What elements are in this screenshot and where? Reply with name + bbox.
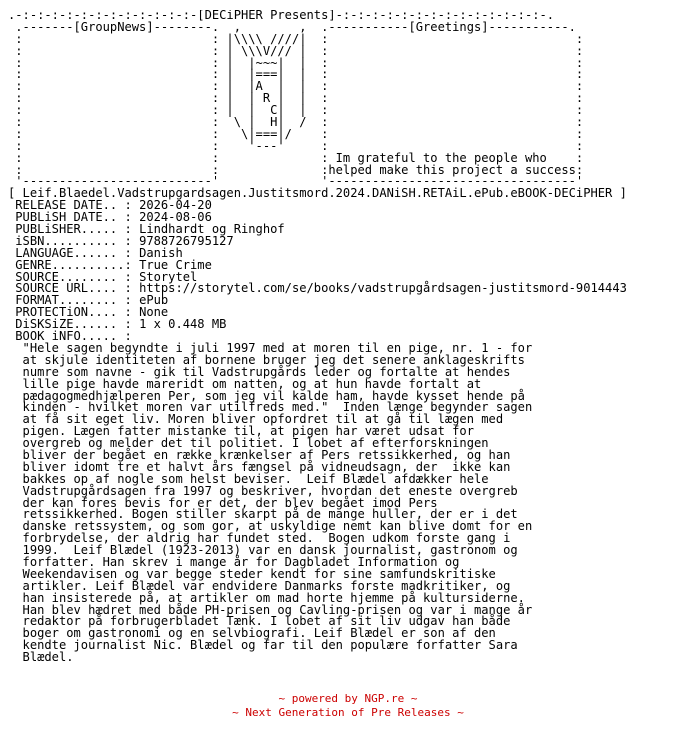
release-field-value: 9788726795127 — [139, 233, 234, 248]
book-info-line: bakkes op af nogle som helst beviser. Leif Blædel afdækker hele — [8, 471, 489, 486]
release-field-value: 2026-04-20 — [139, 198, 212, 213]
spacer-line — [8, 676, 692, 688]
book-info-line: 1999. Leif Blædel (1923-2013) var en dansk journalist, gastronom og — [8, 543, 518, 558]
book-info-line: danske retssystem, og som gor, at uskyldige nemt kan blive domt for en — [8, 519, 533, 534]
ascii-art-line: : : : Im grateful to the people who : — [8, 150, 584, 165]
footer-tagline: ~ Next Generation of Pre Releases ~ — [232, 706, 464, 719]
book-info-line: lille pige havde mareridt om natten, og at hun havde fortalt at — [8, 376, 482, 391]
book-info-line: Blædel. — [8, 650, 74, 665]
release-field-label: iSBN.......... : — [8, 233, 140, 248]
ascii-art-line: : : \|===|/ : : — [8, 126, 584, 141]
release-field-value: None — [139, 305, 169, 320]
ascii-art-line: : : :helped make this project a success: — [8, 162, 584, 177]
book-info-line: forbrydelse, der aldrig har fundet sted. Bogen udkom forste gang i — [8, 531, 511, 546]
release-field-value: Danish — [139, 245, 183, 260]
ascii-art-block — [8, 19, 692, 189]
release-field-label: SOURCE........ : — [8, 269, 140, 284]
ascii-art-line: : : | |===| | : : — [8, 67, 584, 82]
release-field-value: True Crime — [139, 257, 212, 272]
book-info-line: forfatter. Han skrev i mange år for Dagbladet Information og — [8, 554, 460, 569]
release-field-value: https://storytel.com/se/books/vadstrupgårdsagen-justitsmord-9014443 — [139, 281, 627, 296]
ascii-art-line: : : |\\\\ ////| : : — [8, 31, 584, 46]
release-field-label: GENRE..........: — [8, 257, 140, 272]
ascii-art-line: : : | \\\V/// | : : — [8, 43, 584, 58]
release-field-value: Lindhardt og Ringhof — [139, 222, 285, 237]
release-field-value: 1 x 0.448 MB — [139, 317, 227, 332]
footer — [0, 692, 696, 720]
book-info-line: bliver idomt tre et halvt års fængsel på vidneudsagn, der ikke kan — [8, 459, 511, 474]
release-field-value: Storytel — [139, 269, 198, 284]
release-field-label: SOURCE URL.... : — [8, 281, 140, 296]
book-info-line: retssikkerhed. Bogen stiller skarpt på de mange huller, der er i det — [8, 507, 518, 522]
book-info-line: redaktor på forbrugerbladet Tænk. I lobet af sit liv udgav han både — [8, 614, 511, 629]
book-info-line: Weekendavisen og var begge steder kendt for sine samfundskritiske — [8, 566, 496, 581]
release-field-label: BOOK iNFO..... : — [8, 329, 140, 344]
book-info-line: der kan fores bevis for er det, der blev begået imod Pers — [8, 495, 438, 510]
book-info-line: boger om gastronomi og en selvbiografi. Leif Blædel er son af den — [8, 626, 496, 641]
book-info-line: numre som navne - gik til Vadstrupgårds leder og fortalte at hendes — [8, 364, 511, 379]
ascii-art-line: : : '---' : : — [8, 138, 584, 153]
group-header-line: .-:-:-:-:-:-:-:-:-:-:-:-:-[DECiPHER Presents]-:-:-:-:-:-:-:-:-:-:-:-:-:-:-. — [8, 10, 555, 22]
ascii-art-line: : : | | R | | : : — [8, 91, 584, 106]
release-field-label: LANGUAGE...... : — [8, 245, 140, 260]
nfo-text-viewer — [8, 10, 692, 710]
book-info-text — [8, 340, 692, 665]
release-field-label: PUBLiSHER..... : — [8, 222, 140, 237]
book-info-line: artikler. Leif Blædel var endvidere Danmarks forste madkritiker, og — [8, 578, 511, 593]
release-field-label: FORMAT........ : — [8, 293, 140, 308]
book-info-line: kinden - hvilket moren var utilfreds med." Inden længe begynder sagen — [8, 400, 533, 415]
book-info-line: overgreb og melder det til politiet. I lobet af efterforskningen — [8, 436, 489, 451]
book-info-line: Vadstrupgårdsagen fra 1997 og beskriver, hvordan det eneste overgreb — [8, 483, 518, 498]
book-info-line: Han blev hædret med både PH-prisen og Cavling-prisen og var i mange år — [8, 602, 533, 617]
book-info-line: at skjule identiteten af bornene bruger jeg det senere anklageskrifts — [8, 352, 525, 367]
release-field-label: PUBLiSH DATE.. : — [8, 210, 140, 225]
ascii-art-line: : : | |A | | : : — [8, 79, 584, 94]
book-info-line: pædagogmedhjælperen Per, som jeg vil kalde ham, havde kysset hende på — [8, 388, 525, 403]
footer-powered-by: ~ powered by NGP.re ~ — [278, 692, 418, 705]
release-field-value: ePub — [139, 293, 169, 308]
book-info-line: bliver der begået en række krænkelser af Pers retssikkerhed, og han — [8, 447, 511, 462]
ascii-art-line: : : \ | H| / : : — [8, 115, 584, 130]
spacer-line — [8, 664, 692, 676]
ascii-art-line: '--------------------------' '----------------------------------' — [8, 174, 584, 189]
book-info-line: at få sit eget liv. Moren bliver opfordret til at gå til lægen med — [8, 412, 504, 427]
release-field-label: DiSKSiZE...... : — [8, 317, 140, 332]
release-info-fields — [8, 200, 692, 343]
release-field-label: RELEASE DATE.. : — [8, 198, 140, 213]
book-info-line: pigen. Lægen fatter mistanke til, at pigen har været udsat for — [8, 424, 474, 439]
ascii-art-line: : : | | C| | : : — [8, 103, 584, 118]
release-title: [ Leif.Blaedel.Vadstrupgardsagen.Justitsmord.2024.DANiSH.RETAiL.ePub.eBOOK-DECiPHER ] — [8, 186, 627, 201]
release-field-value: 2024-08-06 — [139, 210, 212, 225]
ascii-art-line: .-------[GroupNews]--------. , , .-----------[Greetings]-----------. — [8, 19, 576, 34]
book-info-line: han insisterede på, at artikler om mad horte hjemme på kultursiderne. — [8, 590, 525, 605]
book-info-line: "Hele sagen begyndte i juli 1997 med at moren til en pige, nr. 1 - for — [8, 340, 533, 355]
release-field-label: PROTECTiON.... : — [8, 305, 140, 320]
book-info-line: kendte journalist Nic. Blædel og far til den populære forfatter Sara — [8, 638, 518, 653]
ascii-art-line: : : | |~~~| | : : — [8, 55, 584, 70]
